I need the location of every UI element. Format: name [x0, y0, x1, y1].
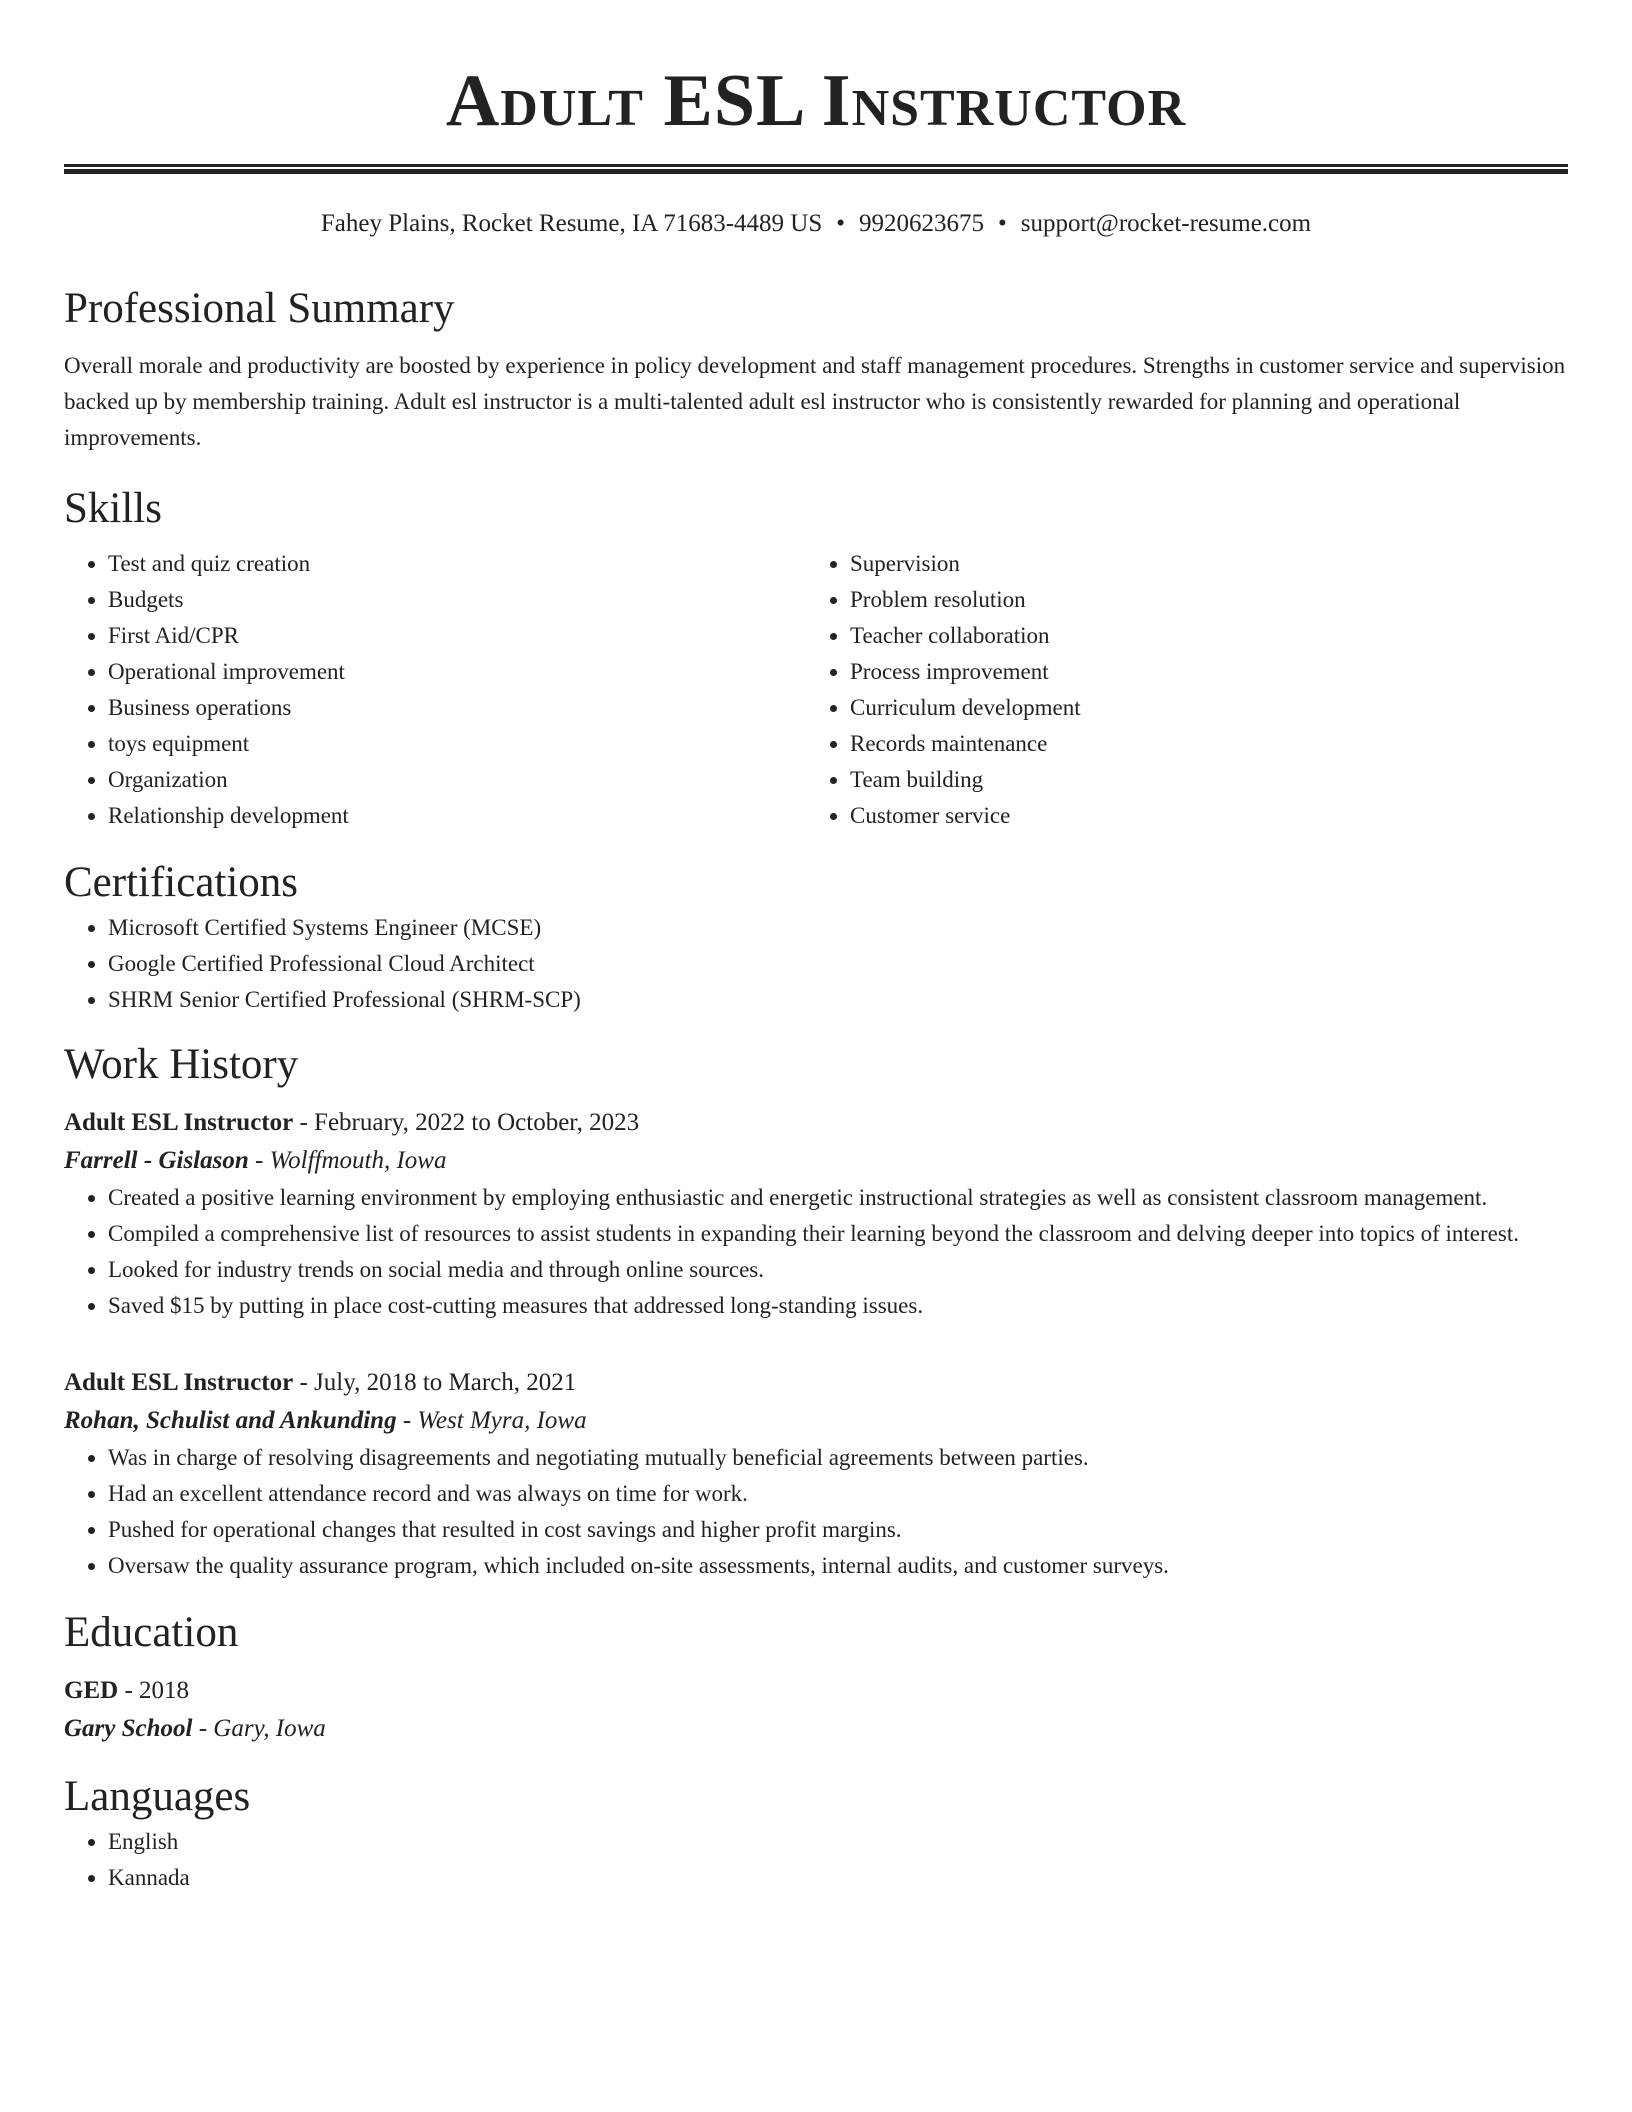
education-entry — [64, 1672, 1568, 1748]
skill-item: • Relationship development — [108, 798, 806, 834]
skill-item: • Operational improvement — [108, 654, 806, 690]
certifications-heading: Certifications — [64, 859, 299, 906]
skill-item: • Team building — [850, 762, 1548, 798]
skills-list-right — [806, 546, 1548, 834]
job-duty: • Looked for industry trends on social media and through online sources. — [108, 1252, 1568, 1288]
job-entry — [64, 1364, 1568, 1584]
job-duty: • Had an excellent attendance record and was always on time for work. — [108, 1476, 1568, 1512]
contact-phone: 9920623675 — [859, 210, 985, 237]
skill-item: • Customer service — [850, 798, 1548, 834]
summary-heading: Professional Summary — [64, 285, 455, 332]
job-duties-list — [64, 1180, 1568, 1324]
job-company-line — [64, 1142, 1568, 1180]
languages-heading: Languages — [64, 1773, 251, 1820]
skills-heading: Skills — [64, 485, 162, 532]
job-duty: • Created a positive learning environment by employing enthusiastic and energetic instructional strategies as well as consistent classroom management. — [108, 1180, 1568, 1216]
job-duty: • Pushed for operational changes that resulted in cost savings and higher profit margins. — [108, 1512, 1568, 1548]
skill-item: • Organization — [108, 762, 806, 798]
resume-title: Adult ESL Instructor — [445, 60, 1187, 142]
language-item: • Kannada — [108, 1860, 1568, 1896]
skill-item: • Process improvement — [850, 654, 1548, 690]
job-location: - Wolffmouth, Iowa — [248, 1147, 447, 1174]
skill-item: • Problem resolution — [850, 582, 1548, 618]
certification-item: • SHRM Senior Certified Professional (SHRM-SCP) — [108, 982, 1568, 1018]
skill-item: • Budgets — [108, 582, 806, 618]
education-school: Gary School — [64, 1715, 193, 1742]
contact-separator: • — [998, 210, 1007, 237]
job-dates: - July, 2018 to March, 2021 — [293, 1369, 577, 1396]
job-title: Adult ESL Instructor — [64, 1109, 294, 1136]
job-title-line — [64, 1364, 1568, 1402]
job-title-line — [64, 1104, 1568, 1142]
job-dates: - February, 2022 to October, 2023 — [293, 1109, 640, 1136]
skill-item: • Test and quiz creation — [108, 546, 806, 582]
skill-item: • toys equipment — [108, 726, 806, 762]
summary-text: Overall morale and productivity are boosted by experience in policy development and staff management procedures. Strengths in customer service and supervision backed up by membership training. Adult esl instructor is a multi-talented adult esl instructor who is consistently rewarded for planning and operational improvements. — [64, 353, 1566, 450]
languages-list — [64, 1824, 1568, 1896]
title-divider — [64, 164, 1568, 174]
education-degree: GED — [64, 1677, 119, 1704]
job-duties-list — [64, 1440, 1568, 1584]
job-duty: • Was in charge of resolving disagreements and negotiating mutually beneficial agreements between parties. — [108, 1440, 1568, 1476]
job-title: Adult ESL Instructor — [64, 1369, 294, 1396]
skills-column-right — [806, 546, 1548, 834]
job-duty: • Oversaw the quality assurance program, which included on-site assessments, internal audits, and customer surveys. — [108, 1548, 1568, 1584]
skill-item: • Teacher collaboration — [850, 618, 1548, 654]
job-company: Farrell - Gislason — [64, 1147, 249, 1174]
job-duty: • Saved $15 by putting in place cost-cutting measures that addressed long-standing issues. — [108, 1288, 1568, 1324]
job-duty: • Compiled a comprehensive list of resources to assist students in expanding their learning beyond the classroom and delving deeper into topics of interest. — [108, 1216, 1568, 1252]
job-company-line — [64, 1402, 1568, 1440]
contact-separator: • — [836, 210, 846, 237]
skill-item: • Supervision — [850, 546, 1548, 582]
job-company: Rohan, Schulist and Ankunding — [64, 1407, 397, 1434]
skills-grid — [64, 546, 1568, 834]
job-location: - West Myra, Iowa — [396, 1407, 587, 1434]
education-heading: Education — [64, 1609, 239, 1656]
contact-email: support@rocket-resume.com — [1020, 210, 1312, 237]
education-school-line — [64, 1710, 1568, 1748]
contact-address: Fahey Plains, Rocket Resume, IA 71683-4489 US — [320, 210, 823, 237]
education-degree-line — [64, 1672, 1568, 1710]
job-entry — [64, 1104, 1568, 1324]
education-location: - Gary, Iowa — [192, 1715, 326, 1742]
skills-list-left — [64, 546, 806, 834]
certifications-list — [64, 910, 1568, 1018]
skill-item: • First Aid/CPR — [108, 618, 806, 654]
contact-line — [64, 208, 1568, 240]
skill-item: • Records maintenance — [850, 726, 1548, 762]
language-item: • English — [108, 1824, 1568, 1860]
work-history-heading: Work History — [64, 1041, 299, 1088]
skill-item: • Curriculum development — [850, 690, 1548, 726]
skill-item: • Business operations — [108, 690, 806, 726]
certification-item: • Google Certified Professional Cloud Architect — [108, 946, 1568, 982]
education-year: - 2018 — [118, 1677, 190, 1704]
skills-column-left — [64, 546, 806, 834]
certification-item: • Microsoft Certified Systems Engineer (MCSE) — [108, 910, 1568, 946]
